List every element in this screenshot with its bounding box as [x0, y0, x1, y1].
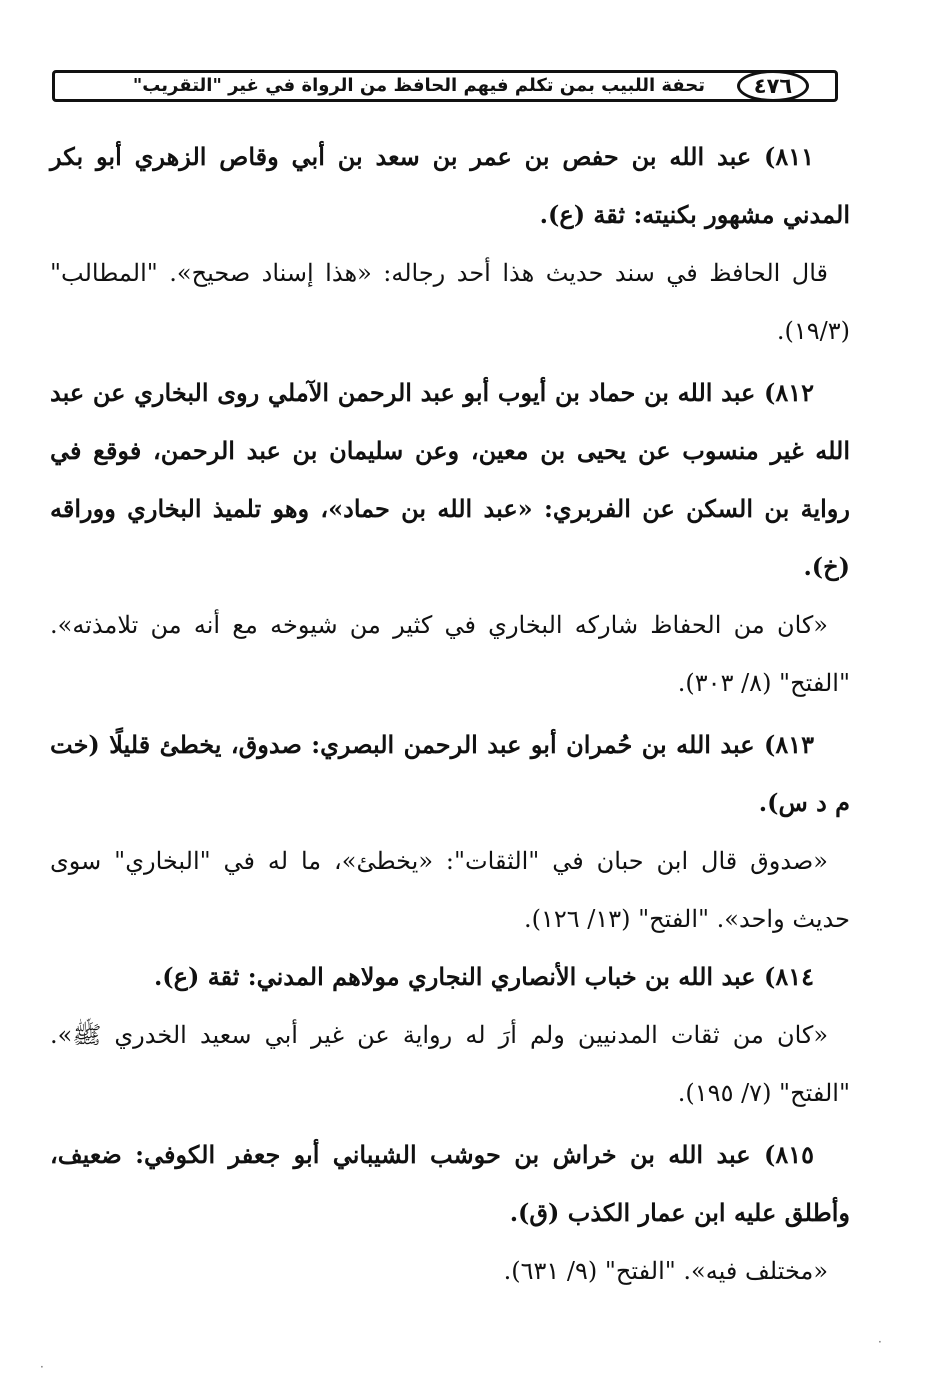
page-number: ٤٧٦ — [737, 70, 809, 102]
hafiz-comment-813: «صدوق قال ابن حبان في "الثقات": «يخطئ»، ما له في "البخاري" سوى حديث واحد». "الفتح" (١٣/ ١٢٦). — [50, 847, 850, 933]
hafiz-comment-812: «كان من الحفاظ شاركه البخاري في كثير من شيوخه مع أنه من تلامذته». "الفتح" (٨/ ٣٠٣). — [50, 611, 850, 697]
narrator-entry-811: ٨١١) عبد الله بن حفص بن عمر بن سعد بن أبي وقاص الزهري أبو بكر المدني مشهور بكنيته: ثقة (ع). — [50, 142, 850, 229]
scan-speck: · — [878, 1335, 882, 1349]
narrator-entry-814: ٨١٤) عبد الله بن خباب الأنصاري النجاري مولاهم المدني: ثقة (ع). — [153, 962, 814, 991]
book-title: تحفة اللبيب بمن تكلم فيهم الحافظ من الرواة في غير "التقريب" — [132, 75, 705, 96]
hafiz-comment-815: «مختلف فيه». "الفتح" (٩/ ٦٣١). — [503, 1257, 828, 1285]
running-header — [52, 70, 838, 102]
narrator-entry-815: ٨١٥) عبد الله بن خراش بن حوشب الشيباني أبو جعفر الكوفي: ضعيف، وأطلق عليه ابن عمار الكذب (ق). — [50, 1140, 850, 1227]
narrator-entry-812: ٨١٢) عبد الله بن حماد بن أيوب أبو عبد الرحمن الآملي روى البخاري عن عبد الله غير منسوب عن يحيى بن معين، وعن سليمان بن عبد الرحمن، فوقع في رواية بن السكن عن الفربري: «عبد الله بن حماد»، وهو تلميذ البخاري ووراقه (خ). — [50, 378, 850, 581]
hafiz-comment-814: «كان من ثقات المدنيين ولم أرَ له رواية عن غير أبي سعيد الخدري ﷺ». "الفتح" (٧/ ١٩٥). — [50, 1021, 850, 1107]
narrator-entry-813: ٨١٣) عبد الله بن حُمران أبو عبد الرحمن البصري: صدوق، يخطئ قليلًا (خت م د س). — [50, 730, 850, 817]
page-body — [50, 128, 850, 1300]
scan-speck: · — [40, 1360, 44, 1374]
hafiz-comment-811: قال الحافظ في سند حديث هذا أحد رجاله: «هذا إسناد صحيح». "المطالب" (١٩/٣). — [50, 259, 850, 345]
